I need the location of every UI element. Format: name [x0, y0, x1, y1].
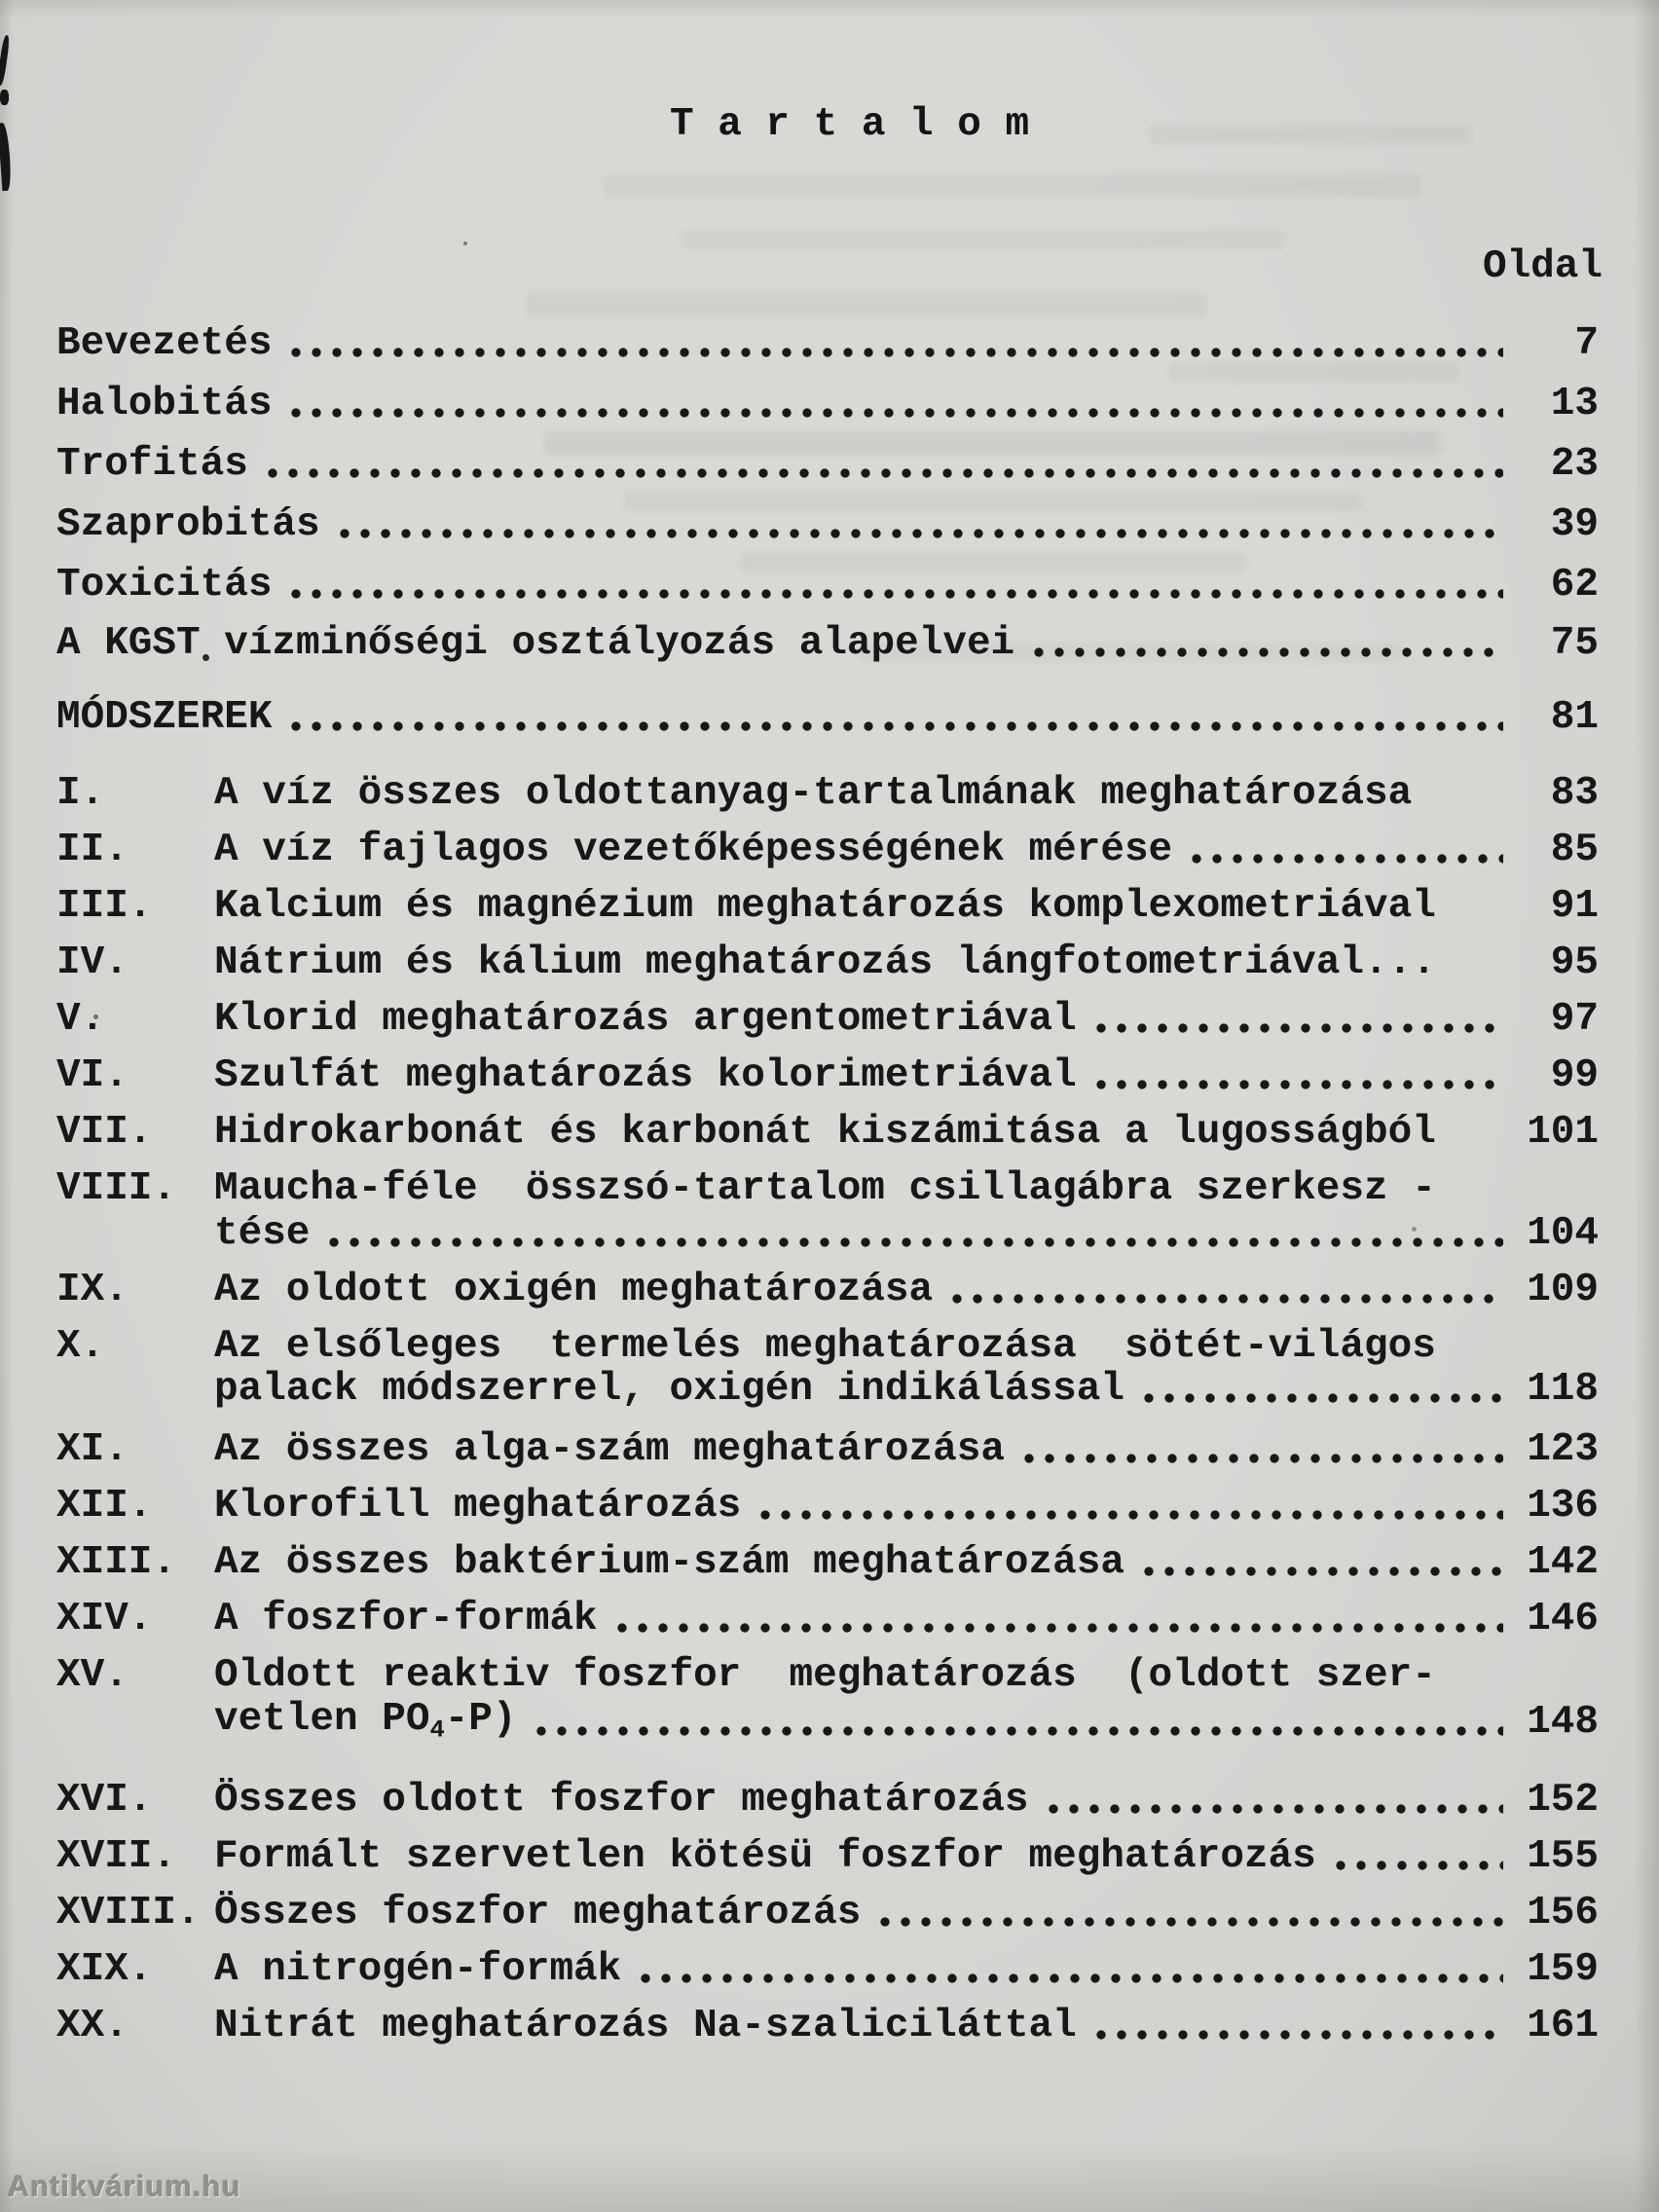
toc-entry-label: vetlen $PO_4-P$) — [214, 1696, 517, 1745]
toc-entry-label: A nitrogén-formák — [214, 1947, 622, 1992]
toc-entry-numeral: VII. — [56, 1110, 153, 1155]
toc-entry-continuation — [56, 1365, 1599, 1410]
toc-entry-numeral: I. — [56, 771, 105, 816]
dotted-leader — [268, 467, 1503, 480]
toc-entry-numeral: IX. — [56, 1268, 129, 1312]
toc-entry-page: 7 — [1574, 321, 1599, 366]
dotted-leader — [1096, 2029, 1503, 2042]
toc-entry — [56, 440, 1599, 485]
dotted-leader — [952, 1293, 1503, 1306]
dotted-leader — [291, 720, 1503, 733]
dotted-leader — [1024, 1453, 1503, 1465]
dotted-leader — [1049, 1803, 1503, 1816]
ink-mark — [0, 35, 11, 86]
toc-entry-label: Szaprobitás — [56, 502, 320, 547]
toc-entry-page: 23 — [1550, 442, 1599, 487]
toc-entry-page: 155 — [1527, 1834, 1599, 1879]
toc-entry-page: 152 — [1527, 1778, 1599, 1823]
dotted-leader — [1456, 966, 1503, 978]
toc-entry-page: 95 — [1550, 940, 1599, 985]
toc-entry — [56, 1651, 1599, 1696]
document-title: T a r t a l o m — [670, 102, 1030, 147]
toc-entry — [56, 1945, 1599, 1990]
bleed-through-smudge — [526, 292, 1207, 317]
toc-entry — [56, 380, 1599, 424]
toc-entry — [56, 1108, 1599, 1153]
toc-entry-label: Az oldott oxigén meghatározása — [214, 1268, 934, 1312]
bleed-through-smudge — [682, 230, 1285, 249]
chemical-subscript: 4 — [429, 1715, 445, 1745]
toc-entry-label: Klorofill meghatározás — [214, 1484, 742, 1529]
toc-entry-page: 81 — [1550, 695, 1599, 740]
toc-entry-numeral: IV. — [56, 940, 129, 985]
toc-entry — [56, 319, 1599, 364]
dotted-leader — [1096, 1022, 1503, 1035]
dotted-leader — [291, 407, 1503, 420]
toc-entry-label: Maucha-féle összsó-tartalom csillagábra szerkesz - — [214, 1166, 1436, 1211]
toc-entry-page: 123 — [1527, 1427, 1599, 1472]
toc-entry-numeral: XII. — [56, 1484, 153, 1529]
toc-entry-page: 75 — [1550, 621, 1599, 666]
toc-entry-label: Trofitás — [56, 442, 248, 487]
ink-mark — [0, 123, 12, 192]
toc-entry-label: Nitrát meghatározás Na-szaliciláttal — [214, 2004, 1077, 2048]
toc-entry-page: 62 — [1550, 563, 1599, 608]
dotted-leader — [1456, 909, 1503, 922]
toc-entry — [56, 561, 1599, 606]
dotted-leader — [760, 1509, 1503, 1522]
toc-entry-numeral: XIII. — [56, 1540, 177, 1585]
dotted-leader — [1096, 1079, 1503, 1091]
dotted-leader — [1144, 1392, 1503, 1405]
toc-entry-label: Klorid meghatározás argentometriával — [214, 997, 1077, 1042]
toc-entry-label: Toxicitás — [56, 563, 273, 608]
toc-entry-label: MÓDSZEREK — [56, 695, 273, 740]
toc-entry-page: 99 — [1550, 1053, 1599, 1098]
toc-entry — [56, 500, 1599, 545]
toc-entry-numeral: VIII. — [56, 1166, 177, 1211]
toc-entry-label: A foszfor-formák — [214, 1597, 598, 1641]
toc-entry-numeral: XIX. — [56, 1947, 153, 1992]
toc-entry-label: A víz fajlagos vezetőképességének mérése — [214, 828, 1173, 872]
toc-entry-label: Összes oldott foszfor meghatározás — [214, 1778, 1029, 1823]
bleed-through-smudge — [1149, 125, 1470, 144]
toc-entry-label: A víz összes oldottanyag-tartalmának meghatározása — [214, 771, 1413, 816]
toc-entry-page: 161 — [1527, 2004, 1599, 2048]
toc-entry-label: palack módszerrel, oxigén indikálással — [214, 1367, 1124, 1412]
toc-entry — [56, 1266, 1599, 1310]
toc-entry-numeral: XIV. — [56, 1597, 153, 1641]
toc-entry — [56, 826, 1599, 870]
toc-entry-numeral: XI. — [56, 1427, 129, 1472]
toc-entry-page: 85 — [1550, 828, 1599, 872]
toc-entry-page: 83 — [1550, 771, 1599, 816]
toc-entry-page: 156 — [1527, 1891, 1599, 1936]
toc-entry-label: Az összes baktérium-szám meghatározása — [214, 1540, 1124, 1585]
toc-entry-label: Nátrium és kálium meghatározás lángfotometriával... — [214, 940, 1436, 985]
ink-mark — [0, 90, 9, 105]
toc-entry — [56, 1482, 1599, 1527]
toc-entry — [56, 2002, 1599, 2046]
toc-entry-numeral: XVIII. — [56, 1891, 201, 1936]
toc-entry-page: 39 — [1550, 502, 1599, 547]
dotted-leader — [880, 1916, 1503, 1929]
toc-entry-page: 159 — [1527, 1947, 1599, 1992]
toc-entry-label: Az elsőleges termelés meghatározása sötét-világos — [214, 1324, 1436, 1369]
toc-entry — [56, 1595, 1599, 1640]
toc-entry-label: tése — [214, 1211, 311, 1256]
dotted-leader — [536, 1725, 1504, 1738]
dotted-leader — [617, 1622, 1503, 1635]
toc-entry-label: Halobitás — [56, 382, 273, 426]
toc-entry-page: 101 — [1527, 1110, 1599, 1155]
toc-entry — [56, 995, 1599, 1040]
toc-entry — [56, 1538, 1599, 1583]
dotted-leader — [1336, 1860, 1503, 1872]
dotted-leader — [291, 588, 1503, 601]
toc-entry-numeral: III. — [56, 884, 153, 929]
toc-entry-label: Oldott reaktiv foszfor meghatározás (oldott szer- — [214, 1653, 1436, 1698]
bleed-through-smudge — [1168, 362, 1460, 382]
dotted-leader — [641, 1972, 1503, 1985]
dotted-leader — [1192, 853, 1503, 866]
toc-entry — [56, 1776, 1599, 1821]
toc-entry-numeral: VI. — [56, 1053, 129, 1098]
toc-entry-label: A KGST vízminőségi osztályozás alapelvei — [56, 621, 1015, 666]
toc-entry — [56, 1889, 1599, 1934]
dotted-leader — [329, 1236, 1503, 1249]
paper-speck — [463, 241, 467, 245]
toc-entry-page: 91 — [1550, 884, 1599, 929]
toc-entry — [56, 769, 1599, 814]
toc-entry-page: 13 — [1550, 382, 1599, 426]
toc-entry-page: 148 — [1527, 1700, 1599, 1745]
toc-entry-label: Szulfát meghatározás kolorimetriával — [214, 1053, 1077, 1098]
toc-entry-label: Hidrokarbonát és karbonát kiszámitása a lugosságból — [214, 1110, 1436, 1155]
toc-entry — [56, 1425, 1599, 1470]
toc-entry-label: Összes foszfor meghatározás — [214, 1891, 862, 1936]
toc-entry-continuation — [56, 1698, 1599, 1743]
toc-entry-numeral: XX. — [56, 2004, 129, 2048]
toc-entry — [56, 1322, 1599, 1367]
watermark: Antikvárium.hu — [8, 2169, 241, 2203]
toc-entry — [56, 619, 1599, 664]
toc-entry-label: Az összes alga-szám meghatározása — [214, 1427, 1005, 1472]
toc-entry-numeral: XV. — [56, 1653, 129, 1698]
page-column-header: Oldal — [1482, 244, 1603, 289]
toc-entry — [56, 939, 1599, 983]
dotted-leader — [1144, 1566, 1503, 1578]
toc-entry-label: Bevezetés — [56, 321, 273, 366]
toc-entry-page: 136 — [1527, 1484, 1599, 1529]
toc-entry-label: Kalcium és magnézium meghatározás komplexometriával — [214, 884, 1436, 929]
toc-entry-numeral: II. — [56, 828, 129, 872]
toc-entry — [56, 1832, 1599, 1877]
dotted-leader — [1431, 796, 1503, 809]
toc-entry-continuation — [56, 1209, 1599, 1254]
dotted-leader — [1034, 646, 1503, 659]
toc-entry-numeral: X. — [56, 1324, 105, 1369]
dotted-leader — [340, 528, 1503, 540]
dotted-leader — [1456, 1135, 1503, 1148]
toc-entry-numeral: XVI. — [56, 1778, 153, 1823]
toc-entry-page: 118 — [1527, 1367, 1599, 1412]
toc-entry-page: 97 — [1550, 997, 1599, 1042]
toc-entry — [56, 1051, 1599, 1096]
toc-entry-page: 146 — [1527, 1597, 1599, 1641]
dotted-leader — [291, 347, 1503, 359]
toc-entry-label: Formált szervetlen kötésü foszfor meghatározás — [214, 1834, 1316, 1879]
toc-entry-page: 104 — [1527, 1211, 1599, 1256]
toc-entry — [56, 693, 1599, 738]
toc-entry-page: 109 — [1527, 1268, 1599, 1312]
toc-entry-page: 142 — [1527, 1540, 1599, 1585]
toc-entry-numeral: XVII. — [56, 1834, 177, 1879]
toc-entry — [56, 1164, 1599, 1209]
bleed-through-smudge — [604, 173, 1421, 197]
toc-entry-numeral: V. — [56, 997, 105, 1042]
toc-entry — [56, 882, 1599, 927]
